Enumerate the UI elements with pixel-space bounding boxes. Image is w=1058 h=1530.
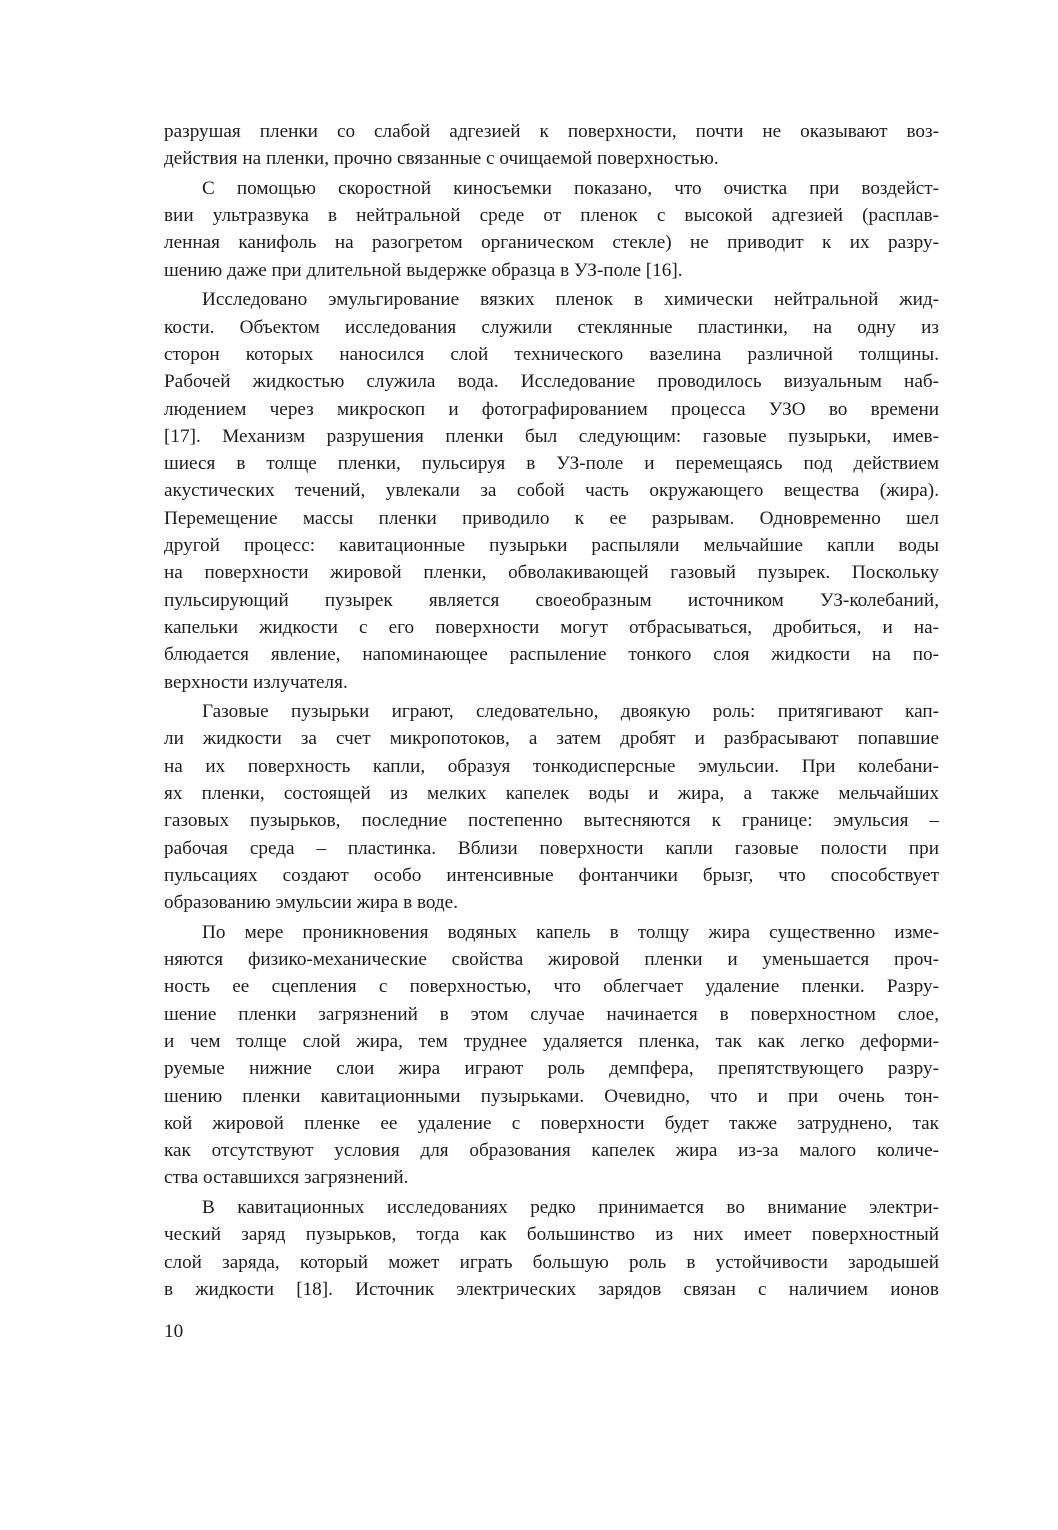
text-line: ческий заряд пузырьков, тогда как большинство из них имеет поверхностный (164, 1224, 939, 1246)
text-line: блюдается явление, напоминающее распыление тонкого слоя жидкости на по- (164, 644, 939, 666)
text-line: капельки жидкости с его поверхности могут отбрасываться, дробиться, и на- (164, 616, 939, 638)
text-line: кости. Объектом исследования служили стеклянные пластинки, на одну из (164, 316, 939, 338)
text-line: ства оставшихся загрязнений. (164, 1167, 409, 1189)
body-text (164, 118, 939, 1306)
text-line: няются физико-механические свойства жировой пленки и уменьшается проч- (164, 949, 939, 971)
text-line: шению даже при длительной выдержке образца в УЗ-поле [16]. (164, 259, 683, 281)
text-line: Исследовано эмульгирование вязких пленок в химически нейтральной жид- (202, 289, 939, 311)
text-line: на их поверхность капли, образуя тонкодисперсные эмульсии. При колебани- (164, 755, 939, 777)
text-line: сторон которых наносился слой технического вазелина различной толщины. (164, 343, 939, 365)
text-line: [17]. Механизм разрушения пленки был следующим: газовые пузырьки, имев- (164, 425, 939, 447)
text-line: другой процесс: кавитационные пузырьки распыляли мельчайшие капли воды (164, 535, 939, 557)
text-line: По мере проникновения водяных капель в толщу жира существенно изме- (202, 921, 939, 943)
text-line: образованию эмульсии жира в воде. (164, 892, 458, 914)
text-line: людением через микроскоп и фотографированием процесса УЗО во времени (164, 398, 939, 420)
text-line: как отсутствуют условия для образования капелек жира из-за малого количе- (164, 1140, 939, 1162)
text-line: в жидкости [18]. Источник электрических зарядов связан с наличием ионов (164, 1278, 939, 1300)
text-line: Газовые пузырьки играют, следовательно, двоякую роль: притягивают кап- (202, 701, 939, 723)
text-line: разрушая пленки со слабой адгезией к поверхности, почти не оказывают воз- (164, 121, 939, 142)
text-line: слой заряда, который может играть большую роль в устойчивости зародышей (164, 1251, 939, 1273)
paragraph (164, 118, 939, 173)
paragraph (164, 175, 939, 284)
text-line: пульсациях создают особо интенсивные фонтанчики брызг, что способствует (164, 864, 939, 886)
paragraph (164, 698, 939, 916)
text-line: Рабочей жидкостью служила вода. Исследование проводилось визуальным наб- (164, 371, 939, 393)
text-line: и чем толще слой жира, тем труднее удаляется пленка, так как легко деформи- (164, 1030, 939, 1052)
text-line: ях пленки, состоящей из мелких капелек воды и жира, а также мельчайших (164, 783, 939, 805)
text-line: пульсирующий пузырек является своеобразным источником УЗ-колебаний, (164, 589, 939, 611)
paragraph (164, 1194, 939, 1303)
text-line: ленная канифоль на разогретом органическом стекле) не приводит к их разру- (164, 232, 939, 254)
text-line: шению пленки кавитационными пузырьками. Очевидно, что и при очень тон- (164, 1085, 939, 1107)
paragraph (164, 286, 939, 695)
text-line: шиеся в толще пленки, пульсируя в УЗ-поле и перемещаясь под действием (164, 453, 939, 475)
text-line: руемые нижние слои жира играют роль демпфера, препятствующего разру- (164, 1058, 939, 1080)
text-line: ли жидкости за счет микропотоков, а затем дробят и разбрасывают попавшие (164, 728, 939, 750)
text-line: на поверхности жировой пленки, обволакивающей газовый пузырек. Поскольку (164, 562, 939, 584)
text-line: С помощью скоростной киносъемки показано, что очистка при воздейст- (202, 177, 939, 199)
text-line: В кавитационных исследованиях редко принимается во внимание электри- (202, 1197, 939, 1219)
paragraph (164, 919, 939, 1192)
text-line: шение пленки загрязнений в этом случае начинается в поверхностном слое, (164, 1003, 939, 1025)
text-line: вии ультразвука в нейтральной среде от пленок с высокой адгезией (расплав- (164, 205, 939, 227)
text-line: газовых пузырьков, последние постепенно вытесняются к границе: эмульсия – (164, 810, 939, 832)
text-line: верхности излучателя. (164, 671, 348, 693)
text-line: действия на пленки, прочно связанные с очищаемой поверхностью. (164, 148, 719, 170)
text-line: акустических течений, увлекали за собой часть окружающего вещества (жира). (164, 480, 939, 502)
text-line: кой жировой пленке ее удаление с поверхности будет также затруднено, так (164, 1112, 939, 1134)
text-line: ность ее сцепления с поверхностью, что облегчает удаление пленки. Разру- (164, 976, 939, 998)
page-number: 10 (164, 1321, 184, 1342)
text-line: Перемещение массы пленки приводило к ее разрывам. Одновременно шел (164, 507, 939, 529)
text-line: рабочая среда – пластинка. Вблизи поверхности капли газовые полости при (164, 837, 939, 859)
